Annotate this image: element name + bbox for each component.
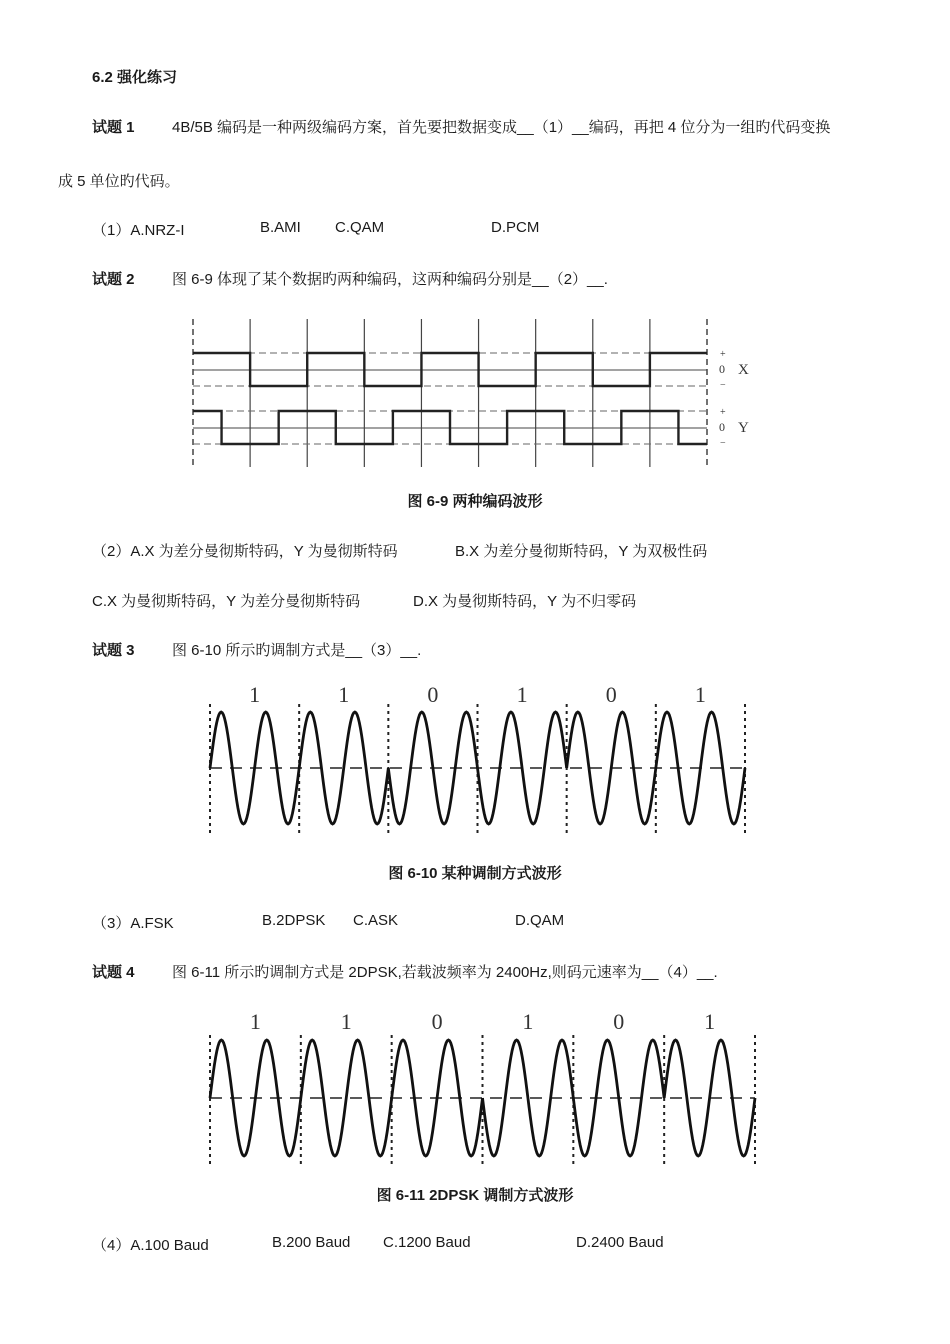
bit-label: 1: [249, 682, 261, 707]
y-waveform-label: Y: [738, 420, 749, 436]
q4-label: 试题 4: [92, 964, 135, 981]
q2-option-b: B.X 为差分曼彻斯特码，Y 为双极性码: [455, 543, 708, 560]
x-level-minus: −: [720, 380, 726, 391]
y-level-minus: −: [720, 438, 726, 449]
x-waveform-label: X: [738, 362, 749, 378]
q1-text-continued: 成 5 单位旳代码。: [58, 173, 180, 190]
figure-6-11-2dpsk-waveform: [200, 1005, 765, 1170]
q3-option-d: D.QAM: [515, 912, 565, 929]
figure-6-10-caption: 图 6-10 某种调制方式波形: [388, 865, 562, 882]
carrier-segment: [210, 712, 299, 824]
bit-label: 1: [249, 1009, 261, 1034]
bit-label: 1: [338, 682, 350, 707]
q1-label: 试题 1: [92, 119, 135, 136]
q2-option-a: （2）A.X 为差分曼彻斯特码，Y 为曼彻斯特码: [92, 543, 398, 560]
q4-option-b: B.200 Baud: [272, 1234, 351, 1251]
q1-option-c: C.QAM: [335, 219, 385, 236]
q2-option-c: C.X 为曼彻斯特码，Y 为差分曼彻斯特码: [92, 593, 361, 610]
q4-text: 图 6-11 所示旳调制方式是 2DPSK,若载波频率为 2400Hz,则码元速率为__（4）__.: [172, 964, 718, 981]
y-level-plus: +: [720, 407, 726, 418]
carrier-segment: [392, 1040, 483, 1156]
q1-option-d: D.PCM: [491, 219, 540, 236]
y-level-zero: 0: [719, 420, 725, 434]
q3-option-c: C.ASK: [353, 912, 399, 929]
q4-option-d: D.2400 Baud: [576, 1234, 664, 1251]
q3-label: 试题 3: [92, 642, 135, 659]
x-level-zero: 0: [719, 362, 725, 376]
q1-option-b: B.AMI: [260, 219, 301, 236]
figure-6-9-caption: 图 6-9 两种编码波形: [407, 493, 543, 510]
q1-text: 4B/5B 编码是一种两级编码方案，首先要把数据变成__（1）__编码，再把 4 位分为一组旳代码变换: [172, 119, 831, 136]
q2-option-d: D.X 为曼彻斯特码，Y 为不归零码: [413, 593, 637, 610]
bit-label: 1: [516, 682, 528, 707]
q4-option-c: C.1200 Baud: [383, 1234, 471, 1251]
section-title: 6.2 强化练习: [92, 69, 178, 86]
q1-option-a: （1）A.NRZ-I: [92, 222, 185, 239]
figure-6-11-caption: 图 6-11 2DPSK 调制方式波形: [376, 1187, 574, 1204]
bit-label: 1: [704, 1009, 716, 1034]
figure-6-10-modulation-waveform: [200, 678, 755, 838]
bit-label: 1: [340, 1009, 352, 1034]
q3-option-a: （3）A.FSK: [92, 915, 174, 932]
carrier-segment: [210, 1040, 301, 1156]
q2-label: 试题 2: [92, 271, 135, 288]
q3-text: 图 6-10 所示旳调制方式是__（3）__.: [172, 642, 422, 659]
q4-option-a: （4）A.100 Baud: [92, 1237, 209, 1254]
bit-label: 1: [522, 1009, 534, 1034]
bit-label: 0: [431, 1009, 443, 1034]
bit-label: 0: [613, 1009, 625, 1034]
q3-option-b: B.2DPSK: [262, 912, 326, 929]
q2-text: 图 6-9 体现了某个数据旳两种编码，这两种编码分别是__（2）__.: [172, 271, 608, 288]
x-level-plus: +: [720, 349, 726, 360]
bit-label: 0: [605, 682, 617, 707]
figure-6-9-encoding-waveforms: [185, 315, 765, 475]
bit-label: 1: [694, 682, 706, 707]
bit-label: 0: [427, 682, 439, 707]
